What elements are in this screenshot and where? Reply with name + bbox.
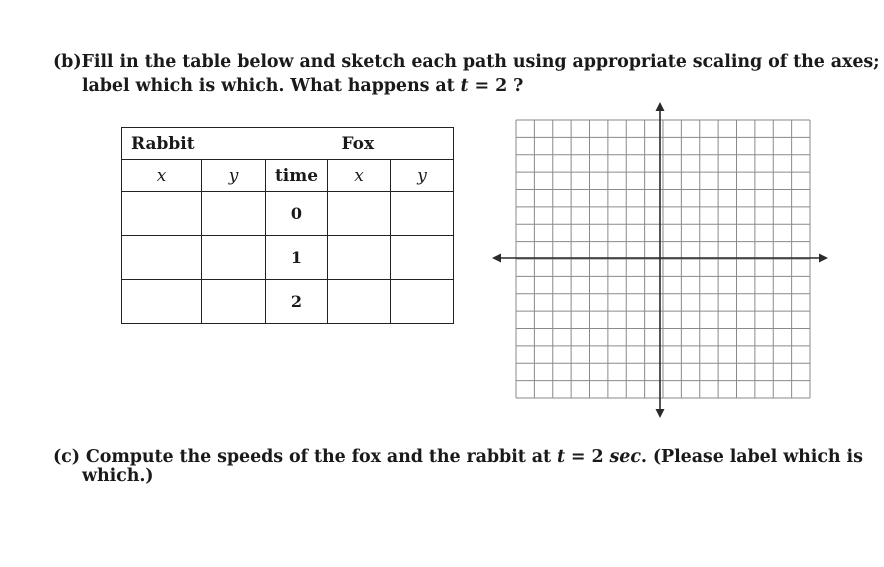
time-cell: 2 (266, 280, 328, 324)
rabbit-group-header: Rabbit (122, 128, 328, 160)
question-c-line-1 (53, 447, 863, 467)
fox-x-cell[interactable] (328, 280, 391, 324)
fox-x-cell[interactable] (328, 192, 391, 236)
question-b-text-2-pre: label which is which. What happens at (82, 76, 461, 96)
rabbit-x-cell[interactable] (122, 280, 202, 324)
question-c-text-post: . (Please label which is (640, 447, 863, 467)
question-b-line-1 (53, 52, 880, 72)
rabbit-y-cell[interactable] (202, 280, 266, 324)
table-column-header-row (122, 160, 454, 192)
table-row (122, 236, 454, 280)
question-c-variable-t: t (556, 447, 565, 467)
question-c-unit-sec: sec (609, 447, 641, 467)
question-c-label: (c) (53, 447, 80, 467)
rabbit-y-cell[interactable] (202, 236, 266, 280)
rabbit-y-cell[interactable] (202, 192, 266, 236)
y-axis-up-arrow-icon (656, 102, 665, 111)
fox-y-cell[interactable] (391, 280, 454, 324)
x-axis-right-arrow-icon (819, 254, 828, 263)
x-axis-left-arrow-icon (492, 254, 501, 263)
question-c-text-2: which.) (82, 466, 154, 486)
y-axis-down-arrow-icon (656, 409, 665, 418)
rabbit-x-header: x (122, 160, 202, 192)
fox-y-cell[interactable] (391, 236, 454, 280)
question-c-equals: = 2 (564, 447, 610, 467)
question-b-text-1: Fill in the table below and sketch each path using appropriate scaling of the axes; (81, 52, 880, 72)
question-c-text-pre: Compute the speeds of the fox and the rabbit at (85, 447, 557, 467)
fox-x-cell[interactable] (328, 236, 391, 280)
question-b-label: (b) (53, 52, 82, 72)
rabbit-y-header: y (202, 160, 266, 192)
fox-y-header: y (391, 160, 454, 192)
time-cell: 1 (266, 236, 328, 280)
grid-lines (516, 120, 810, 398)
rabbit-x-cell[interactable] (122, 192, 202, 236)
time-header: time (266, 160, 328, 192)
question-b-line-2 (82, 76, 523, 96)
question-c-line-2 (82, 466, 154, 486)
fox-group-header: Fox (328, 128, 454, 160)
time-cell: 0 (266, 192, 328, 236)
fox-y-cell[interactable] (391, 192, 454, 236)
rabbit-x-cell[interactable] (122, 236, 202, 280)
table-row (122, 192, 454, 236)
table-row (122, 280, 454, 324)
coordinate-grid-svg (490, 100, 830, 420)
question-b-variable-t: t (460, 76, 469, 96)
coordinate-grid[interactable] (490, 100, 830, 424)
table-group-header-row (122, 128, 454, 160)
rabbit-fox-table (121, 127, 454, 324)
question-b-text-2-post: = 2 ? (468, 76, 524, 96)
fox-x-header: x (328, 160, 391, 192)
